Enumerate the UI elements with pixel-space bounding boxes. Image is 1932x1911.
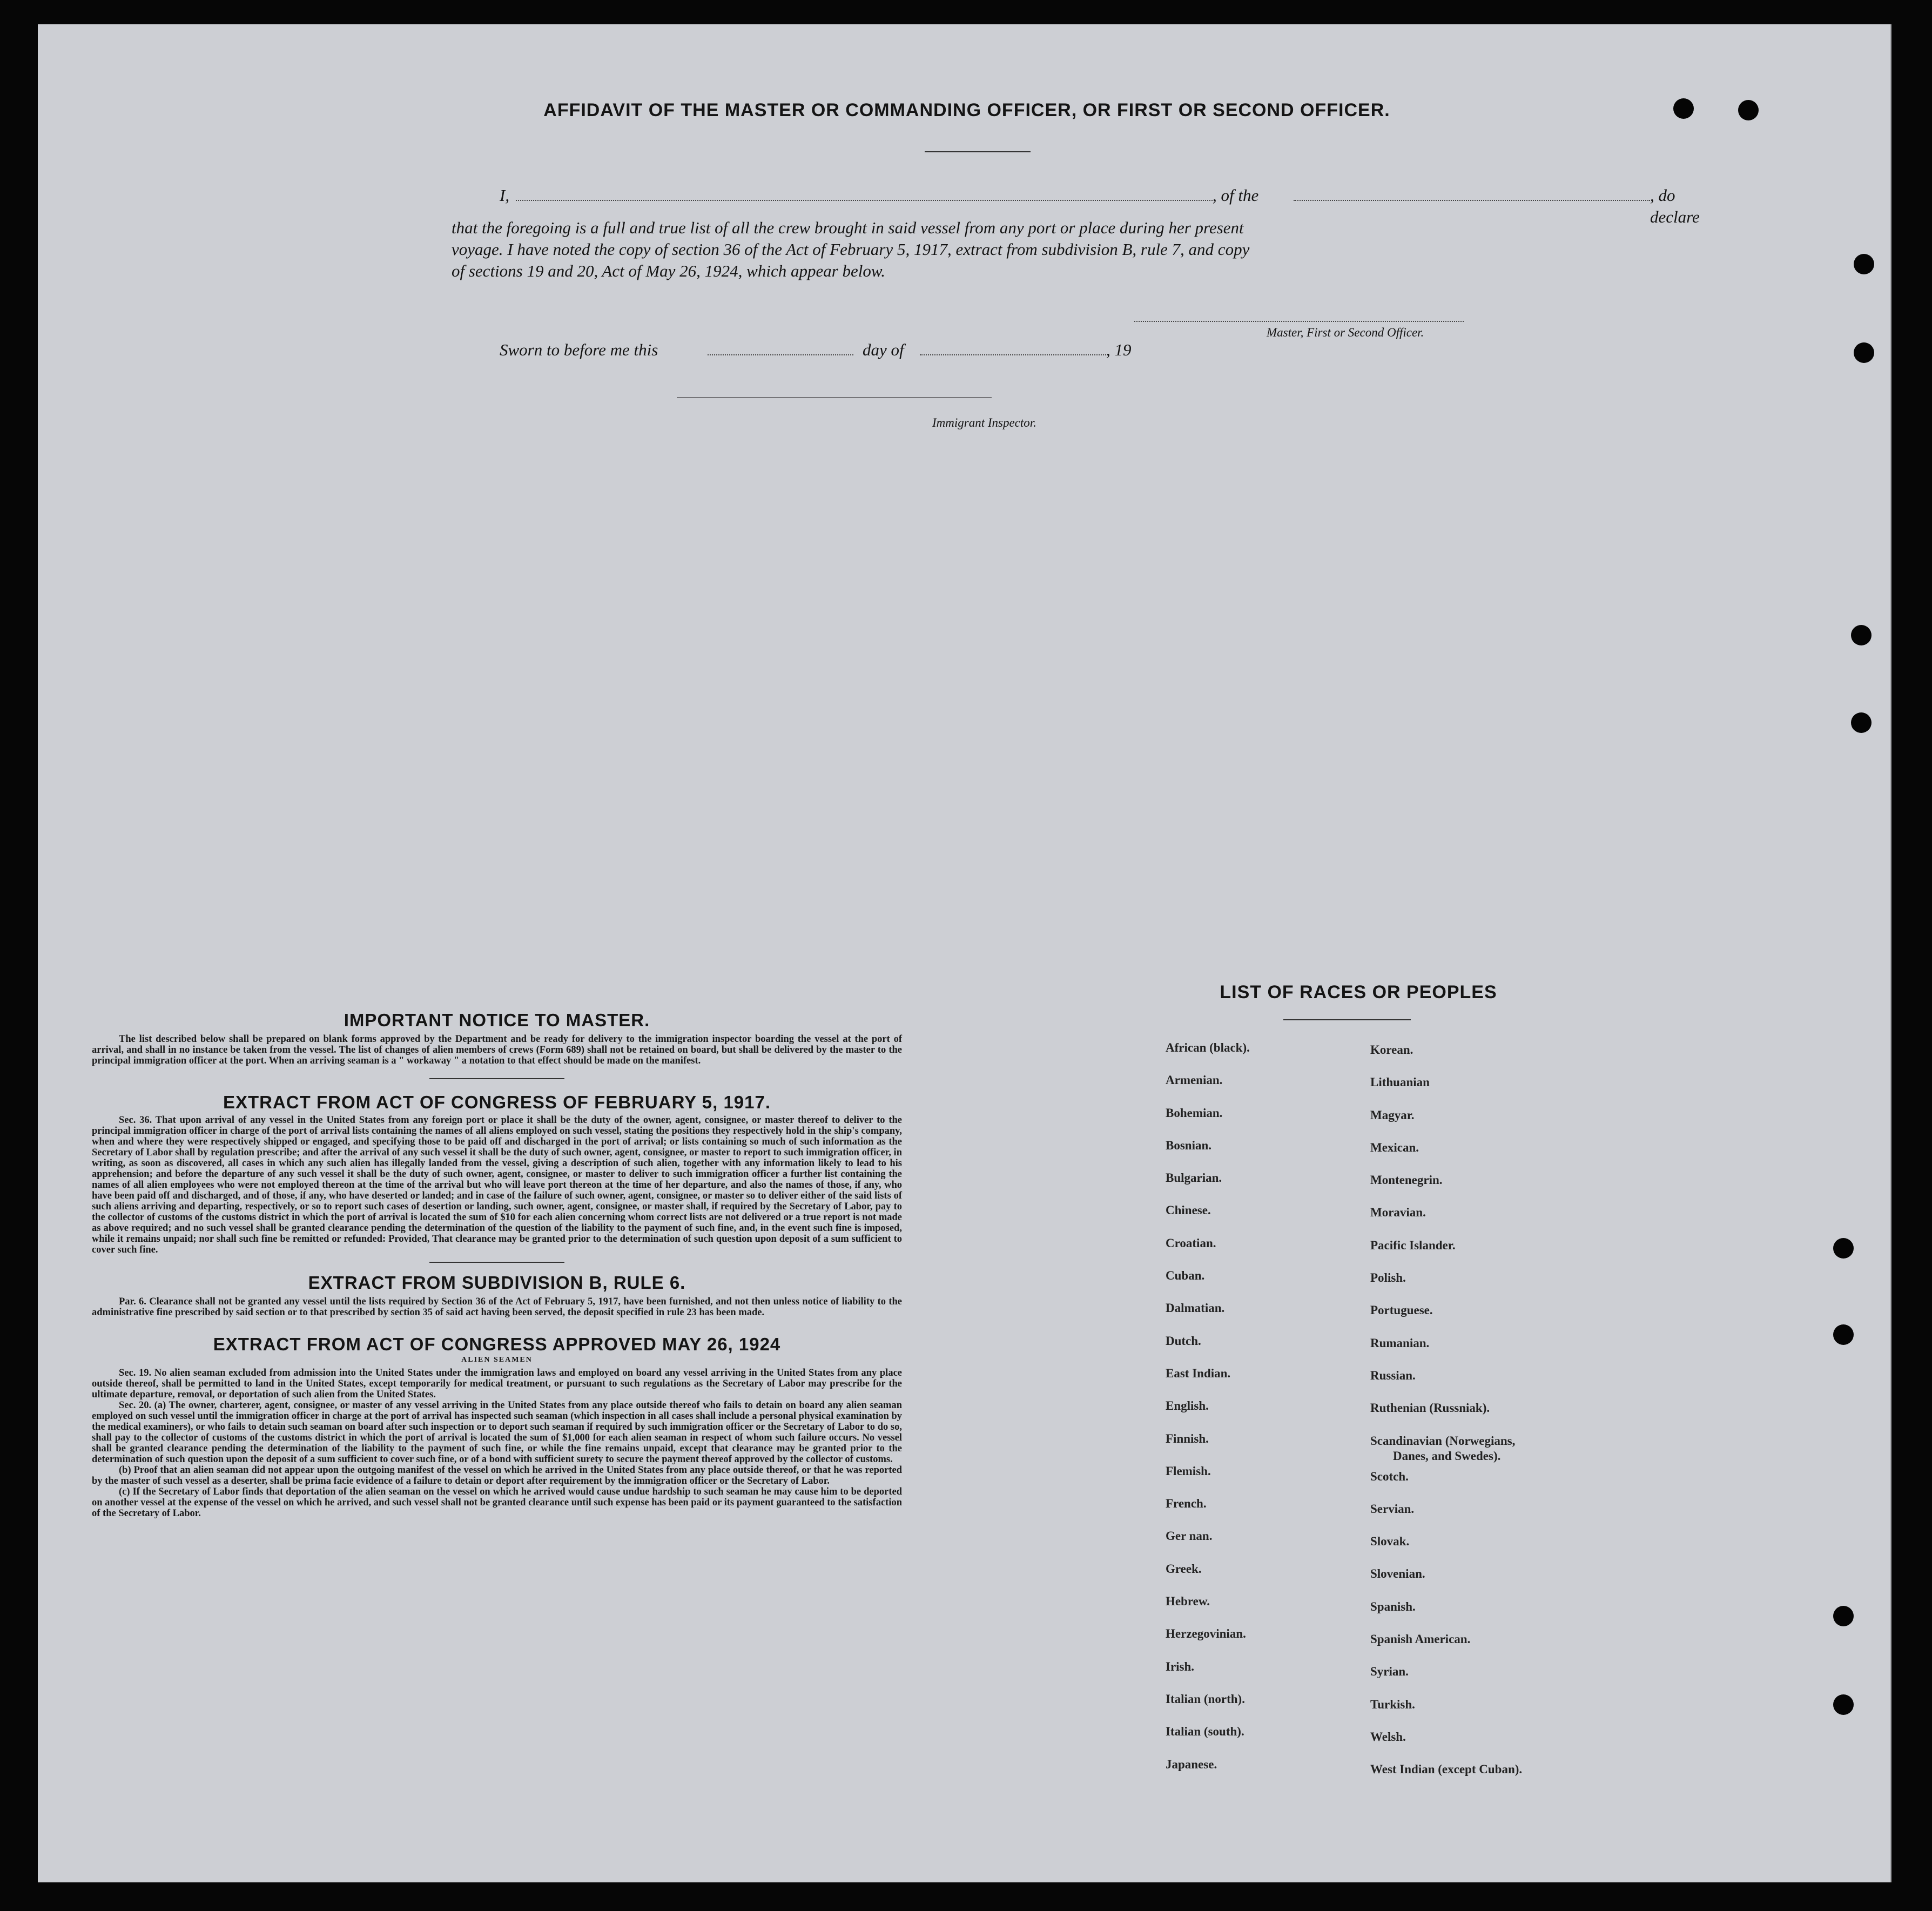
race-item: Irish. <box>1166 1659 1195 1673</box>
race-item: Dalmatian. <box>1166 1301 1225 1315</box>
race-item: Korean. <box>1370 1043 1413 1057</box>
legal-column <box>92 1010 902 1519</box>
punch-hole <box>1738 100 1759 120</box>
month-blank[interactable] <box>920 354 1106 355</box>
race-item: Slovenian. <box>1370 1567 1425 1581</box>
race-item: Herzegovinian. <box>1166 1627 1246 1641</box>
extract-1924-body <box>92 1368 902 1519</box>
punch-hole <box>1833 1324 1854 1345</box>
race-item: Italian (south). <box>1166 1725 1244 1739</box>
races-title-underline <box>1283 1019 1411 1020</box>
affidavit-line4: of sections 19 and 20, Act of May 26, 1924, which appear below. <box>452 261 886 280</box>
race-item-continued: Danes, and Swedes). <box>1393 1449 1501 1463</box>
extract-1917-title: EXTRACT FROM ACT OF CONGRESS OF FEBRUARY 5, 1917. <box>223 1092 771 1112</box>
race-item: Mexican. <box>1370 1140 1419 1154</box>
extract-1924-title: EXTRACT FROM ACT OF CONGRESS APPROVED MAY 26, 1924 <box>213 1334 781 1354</box>
punch-hole <box>1833 1694 1854 1715</box>
sworn-prefix: Sworn to before me this <box>500 340 658 359</box>
race-item: Ruthenian (Russniak). <box>1370 1401 1490 1415</box>
sec19-text: Sec. 19. No alien seaman excluded from admission into the United States under the immigration laws and employed on board any vessel arriving in the United States from any place outside thereof, shall be permitted to land in the United States, except temporarily for medical treatment, or pursuant to such regulations as the Secretary of Labor may prescribe for the ultimate departure, removal, or deportation of such alien from the United States. <box>92 1368 902 1400</box>
race-item: Greek. <box>1166 1562 1202 1576</box>
race-item: Rumanian. <box>1370 1336 1430 1350</box>
races-right-column <box>1370 1042 1522 1795</box>
extract-1917-text: Sec. 36. That upon arrival of any vessel in the United States from any foreign port or place it shall be the duty of the owner, agent, consignee, or master thereof to deliver to the principal immigration officer in charge of the port of arrival lists containing the names of all aliens employed on such vessel, stating the positions they respectively hold in the ship's company, when and where they were respectively shipped or engaged, and specifying those to be paid off and discharged in the port of arrival; or lists containing so much of such information as the Secretary of Labor shall by regulation prescribe; and after the arrival of any such vessel it shall be the duty of such owner, agent, consignee, or master to report to such immigration officer, in writing, as soon as discovered, all cases in which any such alien has illegally landed from the vessel, giving a description of such alien, together with any information likely to lead to his apprehension; and before the departure of any such vessel it shall be the duty of such owner, agent, consignee, or master to deliver to such immigration officer a further list containing the names of all alien employees who were not employed thereon at the time of the arrival but who will leave port thereon at the time of her departure, and also the names of those, if any, who have been paid off and discharged, and of those, if any, who have deserted or landed; and in case of the failure of such owner, agent, consignee, or master so to deliver either of the said lists of such aliens arriving and departing, respectively, or so to report such cases of desertion or landing, such owner, agent, consignee, or master shall, if required by the Secretary of Labor, pay to the collector of customs of the customs district in which the port of arrival is located the sum of $10 for each alien concerning whom correct lists are not delivered or a true report is not made as above required; and no such vessel shall be granted clearance pending the determination of the question of the liability to the payment of such fine, and, in the event such fine is imposed, while it remains unpaid; nor shall such fine be remitted or refunded: Provided, That clearance may be granted prior to the determination of such question upon deposit of a sum sufficient to cover such fine. <box>92 1115 902 1255</box>
punch-hole <box>1851 625 1872 645</box>
race-item: French. <box>1166 1497 1207 1511</box>
race-item: West Indian (except Cuban). <box>1370 1762 1523 1777</box>
race-item: Cuban. <box>1166 1269 1205 1283</box>
race-item: Lithuanian <box>1370 1075 1430 1089</box>
notice-text: The list described below shall be prepared on blank forms approved by the Department and be ready for delivery to the immigration inspector boarding the vessel at the port of arrival, and shall in no instance be taken from the vessel. The list of changes of alien members of crews (Form 689) shall not be retained on board, but shall be delivered by the master to the principal immigration officer at the port. When an arriving seaman is a " workaway " a notation to that effect should be made on the manifest. <box>92 1034 902 1066</box>
sworn-day-of: day of <box>863 340 904 359</box>
text-do-declare: , do declare <box>1650 186 1700 226</box>
divider <box>429 1078 564 1079</box>
race-item: Portuguese. <box>1370 1303 1433 1317</box>
race-item: African (black). <box>1166 1041 1250 1054</box>
race-item-multiline <box>1370 1434 1522 1469</box>
race-item: Spanish American. <box>1370 1632 1471 1646</box>
race-item: Servian. <box>1370 1502 1415 1516</box>
race-item: Bohemian. <box>1166 1106 1223 1120</box>
punch-hole <box>1833 1238 1854 1259</box>
race-item: Chinese. <box>1166 1203 1211 1217</box>
race-item: Dutch. <box>1166 1334 1201 1348</box>
affidavit-line1 <box>500 185 1700 226</box>
race-item: Pacific Islander. <box>1370 1238 1456 1252</box>
title-underline <box>925 151 1031 152</box>
race-item: Croatian. <box>1166 1236 1216 1250</box>
extract-1924-subtitle: ALIEN SEAMEN <box>461 1356 533 1364</box>
day-blank[interactable] <box>708 354 853 355</box>
master-signature-blank[interactable] <box>1134 321 1464 322</box>
race-item: Japanese. <box>1166 1757 1217 1771</box>
sworn-year: , 19 <box>1106 340 1132 359</box>
races-left-column <box>1166 1040 1250 1789</box>
extract-rule6-text: Par. 6. Clearance shall not be granted any vessel until the lists required by Section 36 of the Act of February 5, 1917, have been furnished, and not then unless notice of liability to the administrative fine prescribed by said section or to that prescribed by section 35 of said act having been served, the deposit specified in rule 23 has been made. <box>92 1296 902 1318</box>
race-item: English. <box>1166 1399 1209 1413</box>
punch-hole <box>1673 98 1694 119</box>
punch-hole <box>1851 712 1872 733</box>
races-title: LIST OF RACES OR PEOPLES <box>1220 982 1497 1002</box>
race-item: Magyar. <box>1370 1108 1415 1122</box>
race-item: Bosnian. <box>1166 1138 1212 1152</box>
race-item: Montenegrin. <box>1370 1173 1443 1187</box>
race-item: Armenian. <box>1166 1073 1223 1087</box>
inspector-caption: Immigrant Inspector. <box>932 416 1036 429</box>
vessel-blank[interactable] <box>1294 200 1650 201</box>
punch-hole <box>1833 1606 1854 1626</box>
race-item: Scandinavian (Norwegians, <box>1370 1434 1516 1448</box>
race-item: Italian (north). <box>1166 1692 1245 1706</box>
punch-hole <box>1854 342 1874 363</box>
race-item: Ger nan. <box>1166 1529 1213 1543</box>
race-item: Hebrew. <box>1166 1594 1210 1609</box>
race-item: Russian. <box>1370 1368 1416 1382</box>
master-signature-caption: Master, First or Second Officer. <box>1267 326 1424 339</box>
race-item: Scotch. <box>1370 1469 1409 1483</box>
affidavit-line2: that the foregoing is a full and true list of all the crew brought in said vessel from any port or place during her present <box>452 218 1244 237</box>
race-item: Slovak. <box>1370 1535 1410 1549</box>
sec20b-text: (b) Proof that an alien seaman did not appear upon the outgoing manifest of the vessel on which he arrived in the United States from any place outside thereof, or that he was reported by the master of such vessel as a deserter, shall be prima facie evidence of a failure to detain or deport after requirement by the immigration officer or the Secretary of Labor. <box>92 1465 902 1486</box>
extract-1917-body <box>92 1115 902 1255</box>
punch-hole <box>1854 254 1874 274</box>
affidavit-title: AFFIDAVIT OF THE MASTER OR COMMANDING OFFICER, OR FIRST OR SECOND OFFICER. <box>543 100 1390 120</box>
race-item: Flemish. <box>1166 1464 1211 1478</box>
sec20c-text: (c) If the Secretary of Labor finds that deportation of the alien seaman on the vessel on which he arrived would cause undue hardship to such seaman he may cause him to be deported on another vessel at the expense of the vessel on which he arrived, and such vessel shall not be granted clearance until such expense has been paid or its payment guaranteed to the satisfaction of the Secretary of Labor. <box>92 1486 902 1519</box>
notice-body <box>92 1034 902 1066</box>
affidavit-line3: voyage. I have noted the copy of section 36 of the Act of February 5, 1917, extract from subdivision B, rule 7, and copy <box>452 240 1250 259</box>
text-of-the: , of the <box>1213 186 1259 205</box>
extract-rule6-title: EXTRACT FROM SUBDIVISION B, RULE 6. <box>308 1273 686 1293</box>
divider <box>429 1262 564 1263</box>
sec20a-text: Sec. 20. (a) The owner, charterer, agent, consignee, or master of any vessel arriving in the United States from any place outside thereof who fails to detain on board any alien seaman employed on such vessel until the immigration officer in charge at the port of arrival has inspected such seaman (which inspection in all cases shall include a personal physical examination by the medical examiners), or who fails to detain such seaman on board after such inspection or to deport such seaman if required by such immigration officer or the Secretary of Labor to do so, shall pay to the collector of customs of the customs district in which the port of arrival is located the sum of $1,000 for each alien seaman in respect of whom such failure occurs. No vessel shall be granted clearance pending the determination of the liability to the payment of such fine, or while the fine remains unpaid, except that clearance may be granted prior to the determination of such question upon the deposit of a sum sufficient to cover such fine, or of a bond with sufficient surety to secure the payment thereof approved by the collector of customs. <box>92 1400 902 1465</box>
race-item: East Indian. <box>1166 1366 1231 1380</box>
race-item: Syrian. <box>1370 1665 1409 1679</box>
race-item: Finnish. <box>1166 1431 1209 1445</box>
name-blank[interactable] <box>516 200 1213 201</box>
extract-rule6-body <box>92 1296 902 1318</box>
document-page <box>38 24 1891 1882</box>
race-item: Bulgarian. <box>1166 1171 1222 1185</box>
race-item: Spanish. <box>1370 1599 1416 1613</box>
sworn-line <box>500 339 1202 361</box>
race-item: Polish. <box>1370 1271 1406 1285</box>
notice-title: IMPORTANT NOTICE TO MASTER. <box>344 1010 650 1030</box>
inspector-signature-line <box>677 397 992 398</box>
race-item: Moravian. <box>1370 1206 1426 1220</box>
race-item: Welsh. <box>1370 1730 1406 1744</box>
race-item: Turkish. <box>1370 1697 1415 1711</box>
text-i: I, <box>500 186 510 205</box>
